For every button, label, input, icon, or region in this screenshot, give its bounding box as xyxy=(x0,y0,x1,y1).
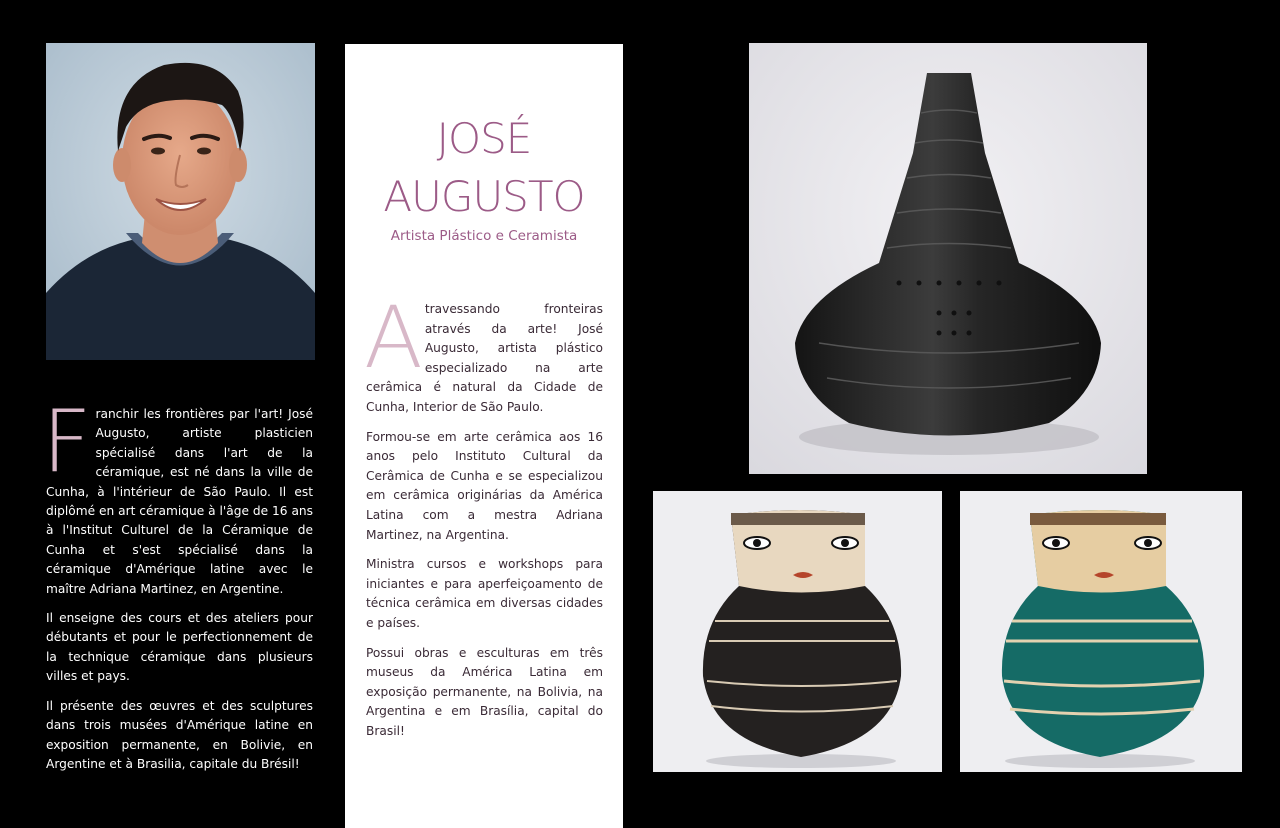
portuguese-paragraph-4: Possui obras e esculturas em três museus da América Latina em exposição permanente, na Bolivia, na Argentina e em Brasília, capital do Brasil! xyxy=(366,645,603,738)
portrait-illustration xyxy=(46,43,315,360)
artist-subtitle: Artista Plástico e Ceramista xyxy=(390,228,578,244)
artist-name-title xyxy=(345,110,623,226)
french-bio xyxy=(42,392,313,784)
artist-portrait-photo xyxy=(46,43,315,360)
portuguese-dropcap: A xyxy=(364,288,423,388)
french-paragraph-3: Il présente des œuvres et des sculptures dans trois musées d'Amérique latine en exposition permanente, en Bolivie, en Argentine et à Brasilia, capitale du Brésil! xyxy=(46,698,313,771)
portuguese-paragraph-1: travessando fronteiras através da arte! José Augusto, artista plástico especializado na arte cerâmica é natural da Cidade de Cunha, Interior de São Paulo. xyxy=(366,302,603,414)
black-vase-photo xyxy=(749,43,1147,474)
french-paragraph-1: ranchir les frontières par l'art! José Augusto, artiste plasticien spécialisé dans l'art de la céramique, est né dans la ville de Cunha, à l'intérieur de São Paulo. Il est diplômé en art céramique à l'âge de 16 ans à l'Institut Culturel de la Céramique de Cunha et s'est spécialisé dans la céramique d'Amérique latine avec le maître Adriana Martinez, en Argentine. xyxy=(46,407,313,596)
french-dropcap: F xyxy=(42,392,92,492)
portuguese-paragraph-2: Formou-se em arte cerâmica aos 16 anos pelo Instituto Cultural da Cerâmica de Cunha e se especializou em cerâmica originárias da América Latina com a mestra Adriana Martinez, na Argentina. xyxy=(366,429,603,542)
teal-face-pot-photo xyxy=(960,491,1242,772)
black-face-pot-illustration xyxy=(653,491,942,772)
portuguese-panel xyxy=(345,44,623,828)
title-line-first-name: JOSÉ xyxy=(436,114,532,163)
portuguese-bio xyxy=(364,288,603,751)
portuguese-paragraph-3: Ministra cursos e workshops para iniciantes e para aperfeiçoamento de técnica cerâmica em diversas cidades e países. xyxy=(366,557,603,630)
black-vase-illustration xyxy=(749,43,1147,474)
french-paragraph-2: Il enseigne des cours et des ateliers pour débutants et pour le perfectionnement de la technique céramique dans plusieurs villes et pays. xyxy=(46,611,313,684)
black-face-pot-photo xyxy=(653,491,942,772)
title-line-last-name: AUGUSTO xyxy=(383,172,585,221)
teal-face-pot-illustration xyxy=(960,491,1242,772)
